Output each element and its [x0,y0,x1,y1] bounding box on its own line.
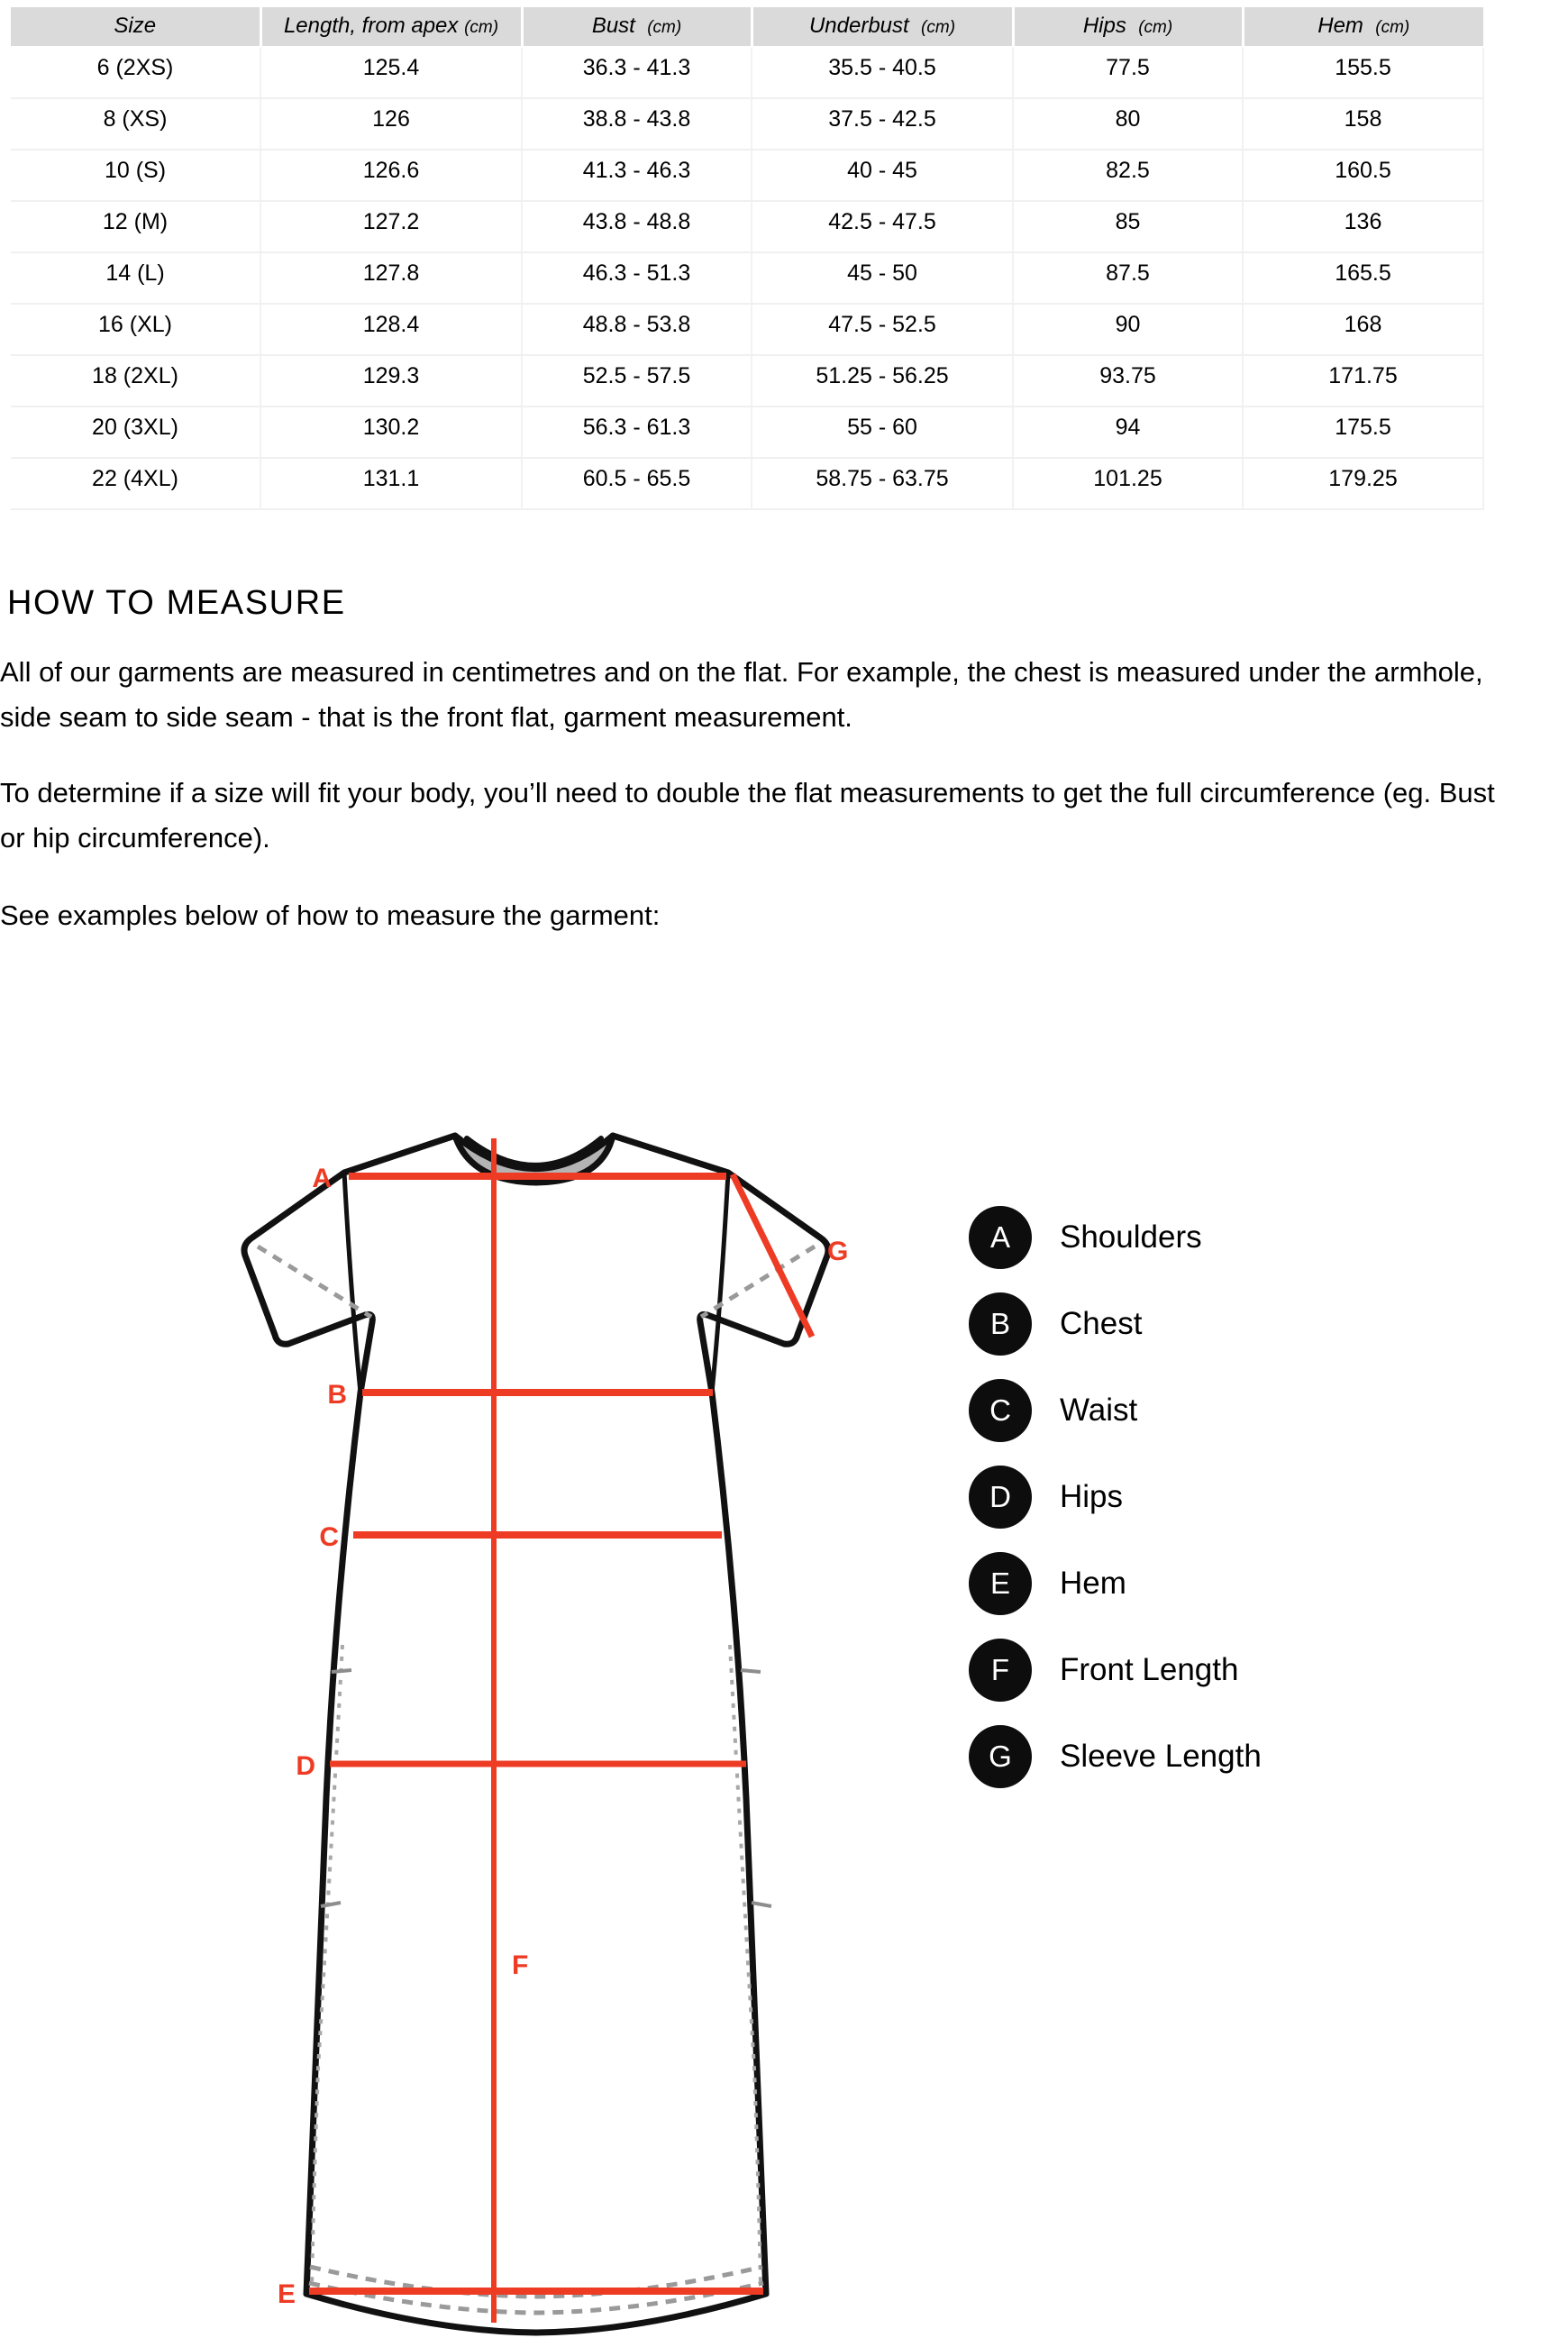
table-cell-hem: 168 [1243,304,1483,355]
column-header-hem-label: Hem [1317,14,1363,38]
table-cell-length: 130.2 [260,406,522,458]
garment-body-outline [244,1136,828,2333]
table-cell-length: 125.4 [260,47,522,98]
column-header-underbust [752,7,1013,47]
legend-item-sleeve-length [969,1713,1509,1800]
table-cell-bust: 43.8 - 48.8 [522,201,752,252]
table-row [11,201,1483,252]
garment-technical-drawing [225,1095,856,2347]
column-header-underbust-unit: (cm) [921,18,956,37]
size-chart-table-container [11,7,1483,510]
table-cell-hips: 93.75 [1013,355,1243,406]
table-cell-underbust: 42.5 - 47.5 [752,201,1013,252]
table-cell-hem: 175.5 [1243,406,1483,458]
legend-badge-icon: C [969,1379,1032,1442]
measure-paragraph-3: See examples below of how to measure the garment: [0,900,661,931]
table-cell-hips: 77.5 [1013,47,1243,98]
table-cell-size: 10 (S) [11,150,260,201]
column-header-length-unit: (cm) [464,18,499,37]
column-header-hem [1243,7,1483,47]
legend-badge-icon: B [969,1292,1032,1356]
table-cell-underbust: 45 - 50 [752,252,1013,304]
size-chart-table [11,7,1484,510]
table-row [11,304,1483,355]
table-cell-size: 18 (2XL) [11,355,260,406]
table-cell-hips: 94 [1013,406,1243,458]
measure-paragraph-2: To determine if a size will fit your body, you’ll need to double the flat measurements to get the full circumference (eg. Bust or hip circumference). [0,777,1495,854]
table-cell-underbust: 51.25 - 56.25 [752,355,1013,406]
column-header-length [260,7,522,47]
table-cell-underbust: 55 - 60 [752,406,1013,458]
legend-item-front-length [969,1627,1509,1713]
column-header-bust [522,7,752,47]
diagram-label-a: A [312,1164,332,1193]
legend-badge-icon: E [969,1552,1032,1615]
table-cell-underbust: 40 - 45 [752,150,1013,201]
table-cell-underbust: 47.5 - 52.5 [752,304,1013,355]
page-title: HOW TO MEASURE [7,584,346,622]
table-cell-size: 6 (2XS) [11,47,260,98]
legend-badge-icon: A [969,1206,1032,1269]
legend-badge-icon: F [969,1639,1032,1702]
legend-item-shoulders [969,1194,1509,1281]
table-cell-bust: 46.3 - 51.3 [522,252,752,304]
legend-item-label: Hem [1060,1566,1126,1601]
legend-item-hips [969,1454,1509,1540]
table-cell-length: 127.2 [260,201,522,252]
column-header-hips [1013,7,1243,47]
legend-item-label: Shoulders [1060,1219,1202,1255]
diagram-label-f: F [512,1950,529,1980]
table-cell-size: 16 (XL) [11,304,260,355]
column-header-bust-unit: (cm) [647,18,682,37]
table-cell-length: 129.3 [260,355,522,406]
table-cell-hips: 85 [1013,201,1243,252]
measure-paragraph-1: All of our garments are measured in centimetres and on the flat. For example, the chest is measured under the armhole, side seam to side seam - that is the front flat, garment measurement. [0,656,1483,733]
table-cell-hips: 87.5 [1013,252,1243,304]
legend-item-chest [969,1281,1509,1367]
diagram-label-g: G [827,1237,849,1266]
table-row [11,406,1483,458]
table-header-row [11,7,1483,47]
table-cell-size: 20 (3XL) [11,406,260,458]
table-row [11,252,1483,304]
table-cell-hem: 179.25 [1243,458,1483,509]
diagram-label-c: C [319,1522,339,1552]
table-row [11,47,1483,98]
legend-badge-icon: G [969,1725,1032,1788]
table-row [11,355,1483,406]
table-cell-size: 12 (M) [11,201,260,252]
table-cell-length: 131.1 [260,458,522,509]
table-cell-bust: 56.3 - 61.3 [522,406,752,458]
table-cell-bust: 41.3 - 46.3 [522,150,752,201]
how-to-measure-section [0,584,1532,938]
size-chart-header [11,7,1483,47]
table-row [11,150,1483,201]
legend-item-label: Sleeve Length [1060,1739,1262,1774]
table-cell-bust: 38.8 - 43.8 [522,98,752,150]
table-cell-hem: 136 [1243,201,1483,252]
table-cell-bust: 48.8 - 53.8 [522,304,752,355]
legend-item-label: Chest [1060,1306,1143,1341]
table-cell-hem: 171.75 [1243,355,1483,406]
table-cell-hem: 158 [1243,98,1483,150]
column-header-length-label: Length, from apex [283,14,459,38]
column-header-underbust-label: Underbust [808,14,909,38]
side-notch-right-upper [741,1670,761,1672]
table-cell-size: 8 (XS) [11,98,260,150]
table-cell-hips: 80 [1013,98,1243,150]
size-chart-body [11,47,1483,509]
column-header-hips-label: Hips [1082,14,1126,38]
column-header-bust-label: Bust [591,14,635,38]
side-notch-right-lower [752,1903,771,1906]
column-header-size-label: Size [114,14,157,38]
diagram-label-e: E [277,2279,296,2309]
table-cell-hips: 82.5 [1013,150,1243,201]
measurement-legend [969,1194,1509,1800]
table-cell-underbust: 37.5 - 42.5 [752,98,1013,150]
table-cell-length: 127.8 [260,252,522,304]
diagram-label-b: B [327,1380,347,1410]
table-row [11,98,1483,150]
table-cell-hem: 165.5 [1243,252,1483,304]
table-cell-length: 128.4 [260,304,522,355]
table-cell-size: 14 (L) [11,252,260,304]
legend-item-label: Waist [1060,1393,1138,1428]
column-header-hem-unit: (cm) [1375,18,1410,37]
column-header-hips-unit: (cm) [1138,18,1173,37]
table-cell-bust: 52.5 - 57.5 [522,355,752,406]
table-cell-underbust: 58.75 - 63.75 [752,458,1013,509]
column-header-size [11,7,260,47]
legend-item-label: Hips [1060,1479,1124,1514]
table-cell-size: 22 (4XL) [11,458,260,509]
legend-item-label: Front Length [1060,1652,1239,1687]
table-cell-bust: 60.5 - 65.5 [522,458,752,509]
diagram-label-d: D [296,1751,315,1781]
table-cell-length: 126 [260,98,522,150]
table-cell-hem: 155.5 [1243,47,1483,98]
table-cell-length: 126.6 [260,150,522,201]
table-cell-hem: 160.5 [1243,150,1483,201]
legend-badge-icon: D [969,1466,1032,1529]
legend-item-hem [969,1540,1509,1627]
table-row [11,458,1483,509]
legend-item-waist [969,1367,1509,1454]
table-cell-underbust: 35.5 - 40.5 [752,47,1013,98]
side-notch-left-upper [332,1670,351,1672]
table-cell-hips: 90 [1013,304,1243,355]
table-cell-bust: 36.3 - 41.3 [522,47,752,98]
table-cell-hips: 101.25 [1013,458,1243,509]
